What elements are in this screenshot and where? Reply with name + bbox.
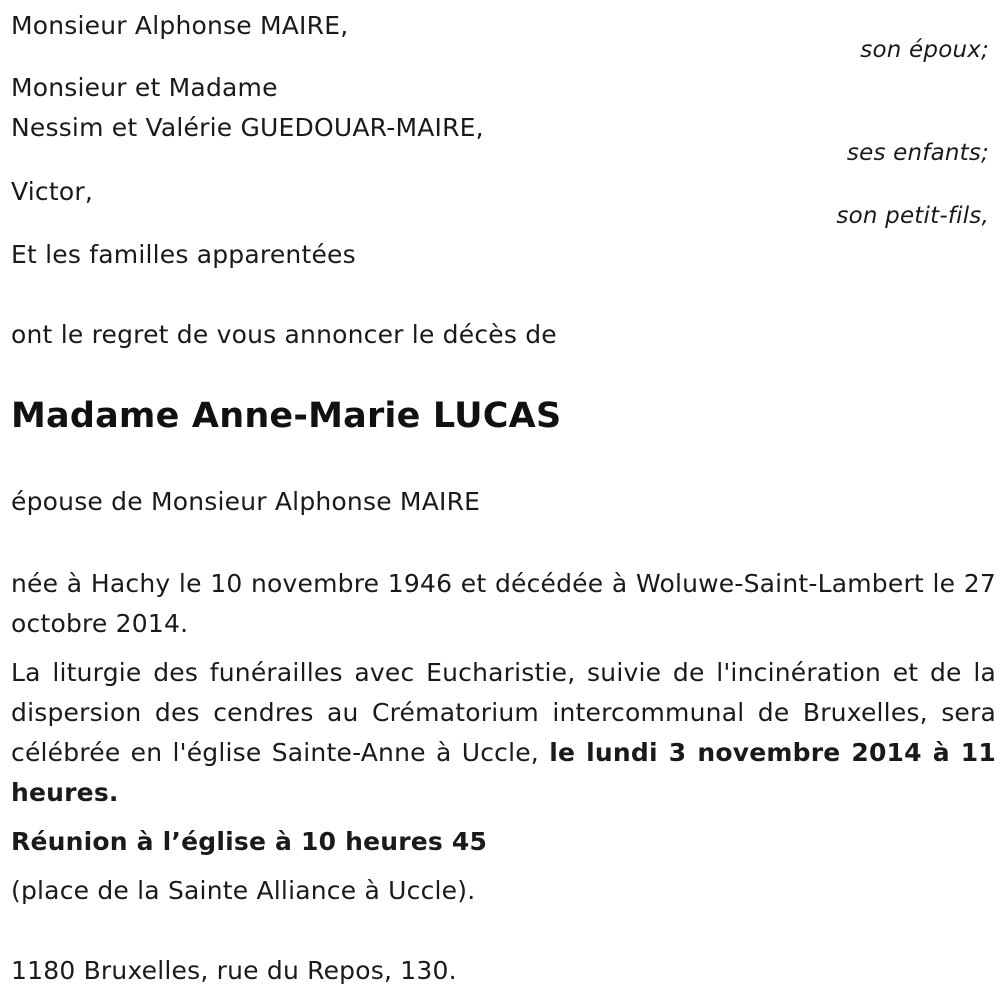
family-member-spouse: Monsieur Alphonse MAIRE, [11,11,349,40]
ceremony-date: le lundi 3 novembre 2014 à 11 heures. [11,738,996,807]
address: 1180 Bruxelles, rue du Repos, 130. [11,956,457,985]
spouse-line: épouse de Monsieur Alphonse MAIRE [11,487,481,516]
meeting-location: (place de la Sainte Alliance à Uccle). [11,876,476,905]
role-children: ses enfants; [846,140,989,166]
ceremony-paragraph [11,653,996,813]
family-member-children-line1: Monsieur et Madame [11,73,278,102]
birth-death-paragraph: née à Hachy le 10 novembre 1946 et décédée à Woluwe-Saint-Lambert le 27 octobre 2014. [11,569,996,638]
meeting-time: Réunion à l’église à 10 heures 45 [11,827,488,856]
family-relatives: Et les familles apparentées [11,240,356,269]
family-member-grandson: Victor, [11,177,93,206]
family-member-children-line2: Nessim et Valérie GUEDOUAR-MAIRE, [11,113,484,142]
deceased-name: Madame Anne-Marie LUCAS [11,396,562,436]
announcement-intro: ont le regret de vous annoncer le décès de [11,320,557,349]
role-spouse: son époux; [860,37,989,63]
ceremony-text: La liturgie des funérailles avec Eucharistie, suivie de l'incinération et de la dispersion des cendres au Crématorium intercommunal de Bruxelles, sera célébrée en l'église Sainte-Anne à Uccle, [11,658,996,767]
role-grandson: son petit-fils, [836,203,989,229]
